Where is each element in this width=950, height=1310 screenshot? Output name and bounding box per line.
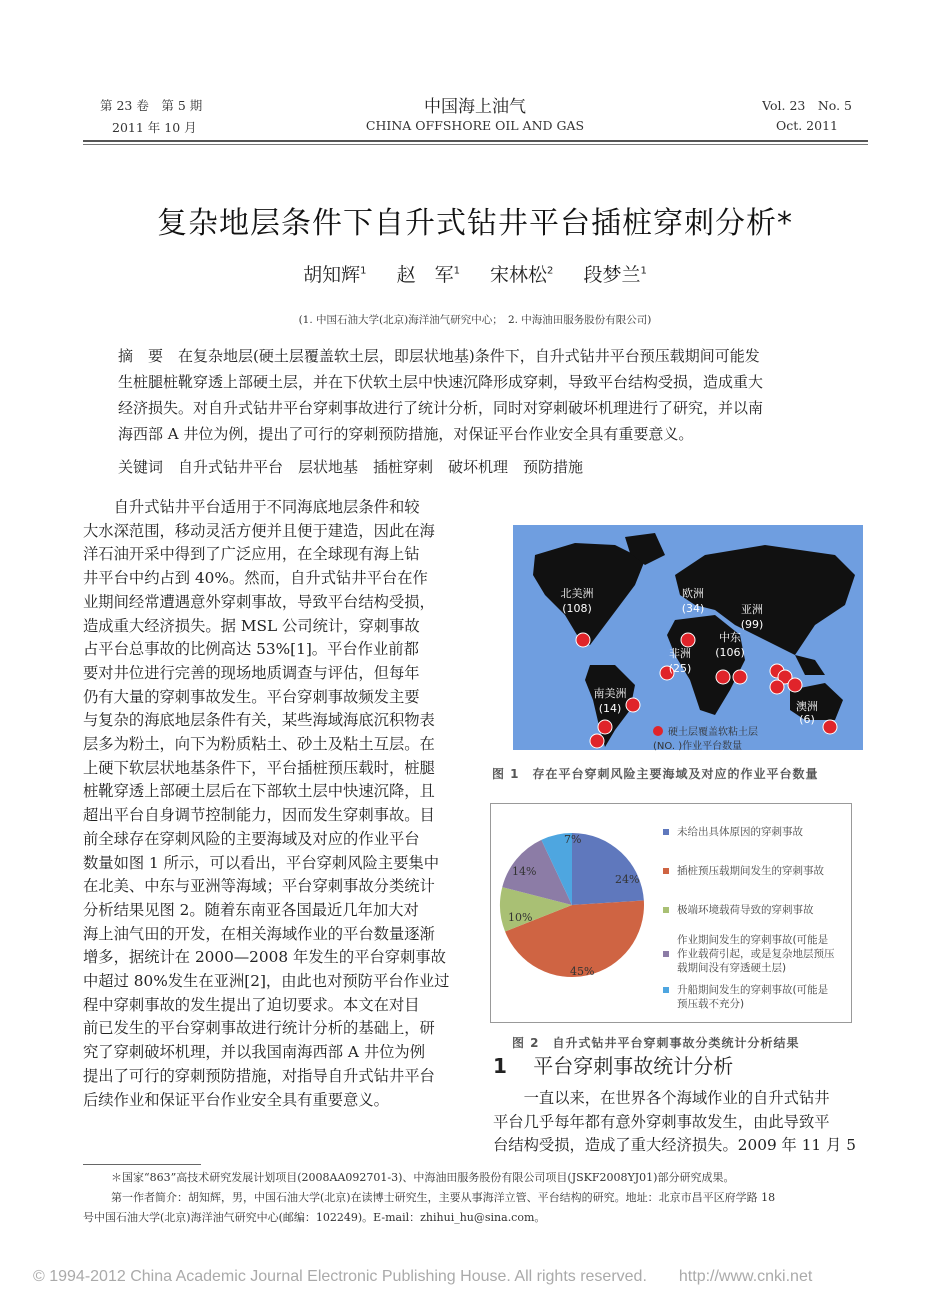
footnote-rule bbox=[83, 1164, 201, 1165]
region-label: 南美洲 bbox=[593, 687, 627, 700]
abstract-line: 生桩腿桩靴穿透上部硬土层，并在下伏软土层中快速沉降形成穿刺，导致平台结构受损，造成重大 bbox=[118, 373, 764, 391]
legend-item bbox=[663, 864, 824, 878]
risk-marker-icon bbox=[823, 720, 837, 734]
text-line: 上硬下软层状地基条件下，平台插桩预压载时，桩腿 bbox=[83, 758, 435, 777]
footnote-funding: ＊国家“863”高技术研究发展计划项目(2008AA092701-3)、中海油田服务股份有限公司项目(JSKF2008YJ01)部分研究成果。 bbox=[100, 1171, 735, 1184]
text-line: 在北美、中东与亚洲等海域；平台穿刺事故分类统计 bbox=[83, 877, 435, 896]
footnote-author: 第一作者简介：胡知辉，男，中国石油大学(北京)在读博士研究生，主要从事海洋立管、平台结构的研究。地址：北京市昌平区府学路 18 bbox=[100, 1191, 776, 1204]
abstract-line: 海西部 A 井位为例，提出了可行的穿刺预防措施，对保证平台作业安全具有重要意义。 bbox=[118, 425, 694, 443]
legend-item bbox=[663, 983, 828, 1011]
text-line: 台结构受损，造成了重大经济损失。2009 年 11 月 5 bbox=[493, 1136, 856, 1155]
text-line: 后续作业和保证平台作业安全具有重要意义。 bbox=[83, 1090, 389, 1109]
risk-marker-icon bbox=[733, 670, 747, 684]
legend-marker-label: 硬土层覆盖软粘土层 bbox=[668, 727, 758, 738]
journal-name-cn: 中国海上油气 bbox=[424, 97, 526, 117]
author-list bbox=[0, 260, 950, 287]
region-label: 北美洲 bbox=[560, 587, 594, 600]
risk-marker-icon bbox=[576, 633, 590, 647]
abstract-line: 经济损失。对自升式钻井平台穿刺事故进行了统计分析，同时对穿刺破坏机理进行了研究，并以南 bbox=[118, 399, 764, 417]
legend-label: 升船期间发生的穿刺事故(可能是 bbox=[677, 984, 829, 996]
pie-slice bbox=[572, 833, 644, 905]
region-label: 澳洲 bbox=[796, 700, 818, 713]
pie-data-label: 14% bbox=[512, 865, 537, 878]
text-line: 一直以来，在世界各个海域作业的自升式钻井 bbox=[493, 1089, 830, 1107]
text-line: 分析结果见图 2。随着东南亚各国最近几年加大对 bbox=[83, 900, 419, 919]
date-cn: 2011 年 10 月 bbox=[112, 120, 197, 135]
copyright-notice: © 1994-2012 China Academic Journal Electronic Publishing House. All rights reserved. http://www.cnki.net bbox=[33, 1268, 813, 1285]
legend-swatch bbox=[663, 907, 669, 913]
region-count: (108) bbox=[562, 602, 592, 615]
pie-data-label: 45% bbox=[570, 965, 595, 978]
legend-swatch bbox=[663, 868, 669, 874]
legend-item bbox=[663, 903, 814, 917]
figure2-pie-chart bbox=[490, 803, 660, 1021]
text-line: 要对井位进行完善的现场地质调查与评估，但每年 bbox=[83, 663, 420, 682]
text-line: 提出了可行的穿刺预防措施，对指导自升式钻井平台 bbox=[83, 1066, 435, 1085]
legend-label: 预压载不充分) bbox=[677, 998, 745, 1010]
risk-marker-icon bbox=[626, 698, 640, 712]
legend-marker-icon bbox=[653, 726, 663, 736]
paper-title: 复杂地层条件下自升式钻井平台插桩穿刺分析* bbox=[157, 206, 793, 241]
author: 胡知辉$^1$ bbox=[303, 264, 367, 286]
region-count: (6) bbox=[799, 713, 815, 726]
text-line: 与复杂的海底地层条件有关，某些海域海底沉积物表 bbox=[83, 711, 435, 730]
text-line: 占平台总事故的比例高达 53%[1]。平台作业前都 bbox=[83, 640, 419, 659]
header-rule-thin bbox=[83, 144, 868, 145]
legend-label: 极端环境载荷导致的穿刺事故 bbox=[677, 904, 814, 916]
pie-data-label: 10% bbox=[508, 911, 533, 924]
pie-data-label: 24% bbox=[615, 873, 640, 886]
legend-label: 作业期间发生的穿刺事故(可能是 bbox=[677, 934, 829, 946]
text-line: 自升式钻井平台适用于不同海底地层条件和较 bbox=[83, 498, 420, 516]
journal-name-en: CHINA OFFSHORE OIL AND GAS bbox=[365, 118, 585, 133]
legend-count-label: (NO. )作业平台数量 bbox=[653, 741, 743, 752]
volume-issue-cn: 第 23 卷 第 5 期 bbox=[100, 98, 203, 113]
text-line: 中超过 80%发生在亚洲[2]，由此也对预防平台作业过 bbox=[83, 972, 450, 991]
legend-label: 未给出具体原因的穿刺事故 bbox=[677, 826, 803, 838]
text-line: 大水深范围，移动灵活方便并且便于建造，因此在海 bbox=[83, 521, 435, 540]
author: 宋林松$^2$ bbox=[490, 264, 554, 286]
risk-marker-icon bbox=[590, 734, 604, 748]
abstract-line: 摘 要 在复杂地层(硬土层覆盖软土层，即层状地基)条件下，自升式钻井平台预压载期间可能发 bbox=[118, 347, 760, 365]
keywords: 关键词 自升式钻井平台 层状地基 插桩穿刺 破坏机理 预防措施 bbox=[118, 458, 584, 476]
header-rule bbox=[83, 140, 868, 142]
region-label: 中东 bbox=[719, 631, 741, 644]
text-line: 程中穿刺事故的发生提出了迫切要求。本文在对目 bbox=[83, 995, 420, 1014]
figure1-world-map bbox=[505, 515, 875, 760]
text-line: 平台几乎每年都有意外穿刺事故发生，由此导致平 bbox=[493, 1112, 830, 1131]
risk-marker-icon bbox=[681, 633, 695, 647]
affiliations: (1. 中国石油大学(北京)海洋油气研究中心； 2. 中海油田服务股份有限公司) bbox=[298, 314, 652, 326]
legend-label: 载期间没有穿透硬土层) bbox=[677, 962, 787, 974]
region-label: 非洲 bbox=[669, 647, 691, 660]
text-line: 海上油气田的开发，在相关海域作业的平台数量逐渐 bbox=[83, 924, 435, 943]
risk-marker-icon bbox=[788, 678, 802, 692]
risk-marker-icon bbox=[716, 670, 730, 684]
pie-data-label: 7% bbox=[564, 833, 582, 846]
region-count: (34) bbox=[681, 602, 705, 615]
text-line: 数量如图 1 所示，可以看出，平台穿刺风险主要集中 bbox=[83, 853, 439, 872]
text-line: 仍有大量的穿刺事故发生。平台穿刺事故频发主要 bbox=[83, 687, 420, 706]
text-line: 井平台中约占到 40%。然而，自升式钻井平台在作 bbox=[83, 569, 428, 588]
figure1-caption: 图 1 存在平台穿刺风险主要海域及对应的作业平台数量 bbox=[492, 767, 819, 781]
author: 赵 军$^1$ bbox=[396, 264, 460, 286]
region-label: 亚洲 bbox=[741, 603, 763, 616]
region-count: (14) bbox=[598, 702, 622, 715]
legend-label: 插桩预压载期间发生的穿刺事故 bbox=[677, 865, 824, 877]
legend-item bbox=[663, 825, 803, 839]
legend-swatch bbox=[663, 829, 669, 835]
text-line: 洋石油开采中得到了广泛应用，在全球现有海上钻 bbox=[83, 545, 420, 564]
text-line: 前全球存在穿刺风险的主要海域及对应的作业平台 bbox=[83, 829, 420, 848]
text-line: 前已发生的平台穿刺事故进行统计分析的基础上，研 bbox=[83, 1019, 435, 1038]
section-heading: 1 平台穿刺事故统计分析 bbox=[493, 1054, 734, 1078]
region-count: (106) bbox=[715, 646, 745, 659]
region-label: 欧洲 bbox=[682, 587, 704, 600]
footnotes bbox=[83, 1168, 776, 1228]
author: 段梦兰$^1$ bbox=[583, 264, 647, 286]
text-line: 究了穿刺破坏机理，并以我国南海西部 A 井位为例 bbox=[83, 1043, 426, 1062]
text-line: 层多为粉土，向下为粉质粘土、砂土及粘土互层。在 bbox=[83, 735, 435, 754]
volume-issue-en: Vol. 23 No. 5 bbox=[762, 98, 852, 113]
region-count: (25) bbox=[668, 662, 692, 675]
text-line: 超出平台自身调节控制能力，因而发生穿刺事故。目 bbox=[83, 806, 435, 825]
legend-swatch bbox=[663, 951, 669, 957]
text-line: 造成重大经济损失。据 MSL 公司统计，穿刺事故 bbox=[83, 616, 420, 635]
risk-marker-icon bbox=[770, 680, 784, 694]
left-column-body bbox=[83, 496, 449, 1112]
legend-label: 作业载荷引起，或是复杂地层预压 bbox=[677, 948, 835, 960]
date-en: Oct. 2011 bbox=[775, 118, 838, 133]
text-line: 业期间经常遭遇意外穿刺事故，导致平台结构受损， bbox=[83, 592, 435, 611]
legend-item bbox=[663, 933, 835, 975]
figure2-caption: 图 2 自升式钻井平台穿刺事故分类统计分析结果 bbox=[512, 1036, 800, 1050]
text-line: 增多，据统计在 2000—2008 年发生的平台穿刺事故 bbox=[83, 948, 446, 967]
legend-swatch bbox=[663, 987, 669, 993]
risk-marker-icon bbox=[598, 720, 612, 734]
footnote-author-cont: 号中国石油大学(北京)海洋油气研究中心(邮编：102249)。E-mail：zhihui_hu@sina.com。 bbox=[83, 1211, 546, 1224]
text-line: 桩靴穿透上部硬土层后在下部软土层中快速沉降，且 bbox=[83, 782, 435, 801]
right-column-body bbox=[493, 1087, 856, 1158]
region-count: (99) bbox=[740, 618, 764, 631]
